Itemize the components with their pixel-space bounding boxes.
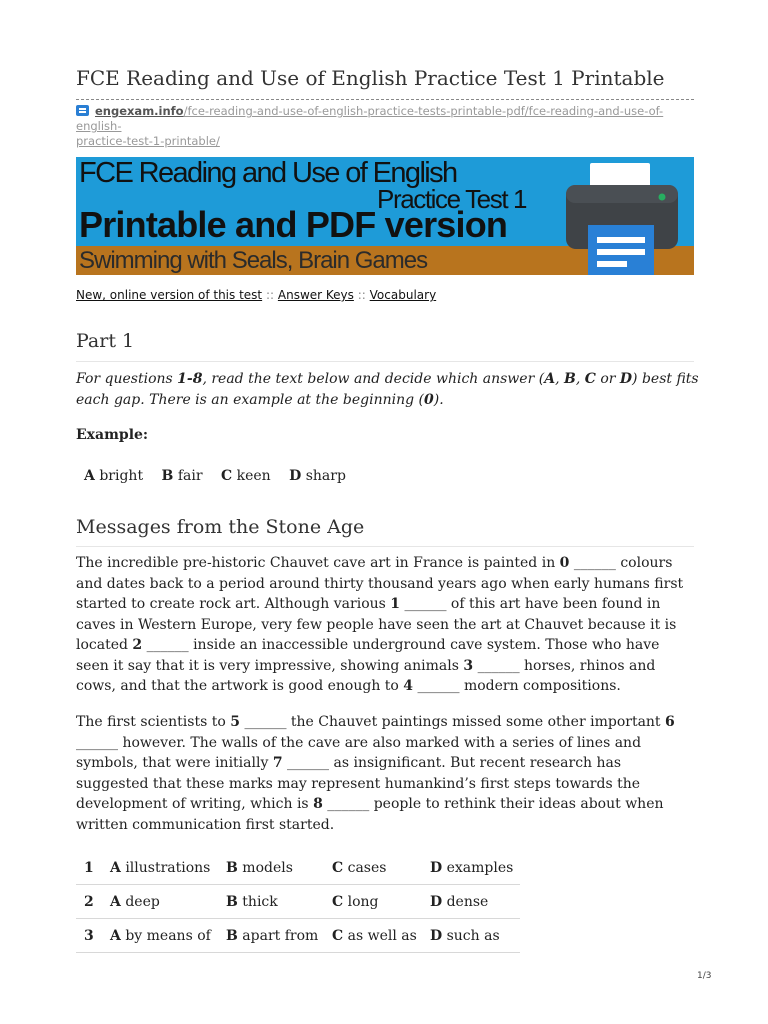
text-segment: fair [177,468,203,484]
text-segment: D [289,468,302,484]
source-domain[interactable]: engexam.info [95,104,184,118]
text-segment: D [619,371,633,387]
text-segment: ______ [287,755,330,771]
text-divider [76,546,694,547]
text-segment: by means of [125,927,211,944]
text-segment: D [430,893,443,910]
text-segment: ). [433,391,444,408]
links-bar [76,288,436,302]
text-segment: 0 [423,391,434,408]
text-segment: A [544,371,556,387]
banner-line1: FCE Reading and Use of English [79,157,457,189]
text-segment: 1-8 [177,371,203,387]
text-segment: 0 [559,555,570,571]
table-cell [110,851,226,885]
text-segment: inside an inaccessible underground cave system. Those who have seen it say that it is very impressive, showing animals [76,637,660,674]
link-separator: :: [357,288,366,302]
text-heading: Messages from the Stone Age [76,516,365,538]
page-number: 1/3 [697,971,712,981]
text-segment: ______ [404,596,447,612]
title-divider [76,99,694,100]
part1-heading: Part 1 [76,330,135,352]
text-segment: D [430,927,443,944]
text-segment: , read the text below and decide which answer ( [202,371,545,387]
example-options [84,468,360,484]
text-segment: ______ [76,734,118,751]
text-segment: 4 [403,678,414,694]
text-segment: ______ [327,796,370,812]
paragraph-2 [76,712,696,835]
text-segment: cases [347,859,387,876]
banner-line2: Practice Test 1 [377,184,527,214]
text-segment: models [242,859,293,876]
text-segment: ______ [477,657,520,674]
text-segment: 6 [665,714,675,730]
online-version-link[interactable]: New, online version of this test [76,288,263,302]
text-segment: 3 [463,657,474,674]
banner-line3: Printable and PDF version [79,204,508,245]
table-row [76,919,520,953]
text-segment: A [110,893,121,910]
text-segment: 1 [390,596,401,612]
text-segment: as insignificant. But recent research has suggested that these marks may represent humankind’s first steps towards the development of writing, which is [76,755,641,812]
text-segment: 7 [272,755,283,771]
text-segment: ______ [146,637,189,653]
vocabulary-link[interactable]: Vocabulary [369,288,437,302]
banner-line4: Swimming with Seals, Brain Games [79,247,428,274]
text-segment: C [220,468,233,484]
source-path-line2[interactable]: practice-test-1-printable/ [76,134,220,148]
text-segment: horses, rhinos and cows, and that the artwork is good enough to [76,657,656,694]
table-cell [226,885,332,919]
text-segment: B [563,371,576,387]
text-segment: , [555,371,564,387]
example-option [84,468,143,484]
text-segment: colours and dates back to a period around thirty thousand years ago when early humans first started to create rock art. Although various [76,555,684,612]
text-segment: ______ [417,678,460,694]
text-segment: or [595,371,620,387]
text-segment: , [575,371,585,387]
example-label: Example: [76,427,149,443]
table-cell [332,885,430,919]
text-segment: C [332,859,344,876]
text-segment: the Chauvet paintings missed some other important [286,714,666,730]
table-cell [110,885,226,919]
text-segment: 3 [76,919,110,953]
link-separator: :: [265,288,275,302]
text-segment: deep [125,893,160,910]
text-segment: A [110,859,121,876]
text-segment: For questions [76,371,178,387]
printer-icon [562,157,694,275]
instructions [76,369,701,410]
text-segment: A [84,468,95,484]
text-segment: ______ [573,555,616,571]
answer-options-table [76,851,520,953]
table-cell [226,919,332,953]
text-segment: of this art have been found in caves in Western Europe, very few people have seen the art at Chauvet because it is located [76,596,677,653]
text-segment: ______ [244,714,287,730]
text-segment: The first scientists to [76,714,231,730]
site-favicon-icon [76,105,89,116]
text-segment: 2 [132,637,143,653]
table-cell [430,851,520,885]
text-segment: modern compositions. [459,678,621,694]
text-segment: apart from [242,927,319,944]
table-cell [430,885,520,919]
text-segment: bright [99,468,144,484]
text-segment: 5 [230,714,240,730]
text-segment: B [226,893,238,910]
text-segment: C [584,371,596,387]
text-segment: B [161,468,174,484]
text-segment: thick [242,893,278,910]
page-title: FCE Reading and Use of English Practice Test 1 Printable [76,66,665,90]
text-segment: however. The walls of the cave are also marked with a series of lines and symbols, that were initially [76,734,642,771]
banner-image [76,157,694,275]
text-segment: The incredible pre-historic Chauvet cave art in France is painted in [76,555,560,571]
table-cell [226,851,332,885]
table-cell [430,919,520,953]
text-segment: dense [446,893,489,910]
text-segment: as well as [347,927,417,944]
table-cell [332,919,430,953]
text-segment: keen [236,468,271,484]
example-option [221,468,271,484]
answer-keys-link[interactable]: Answer Keys [277,288,354,302]
text-segment: 8 [313,796,323,812]
table-cell [332,851,430,885]
example-option [289,468,346,484]
text-segment: ) best fits each gap. There is an example at the beginning ( [76,371,699,408]
text-segment: 1 [84,859,94,876]
text-segment: 2 [76,885,110,919]
source-url[interactable] [76,104,676,149]
text-segment: long [347,893,379,910]
table-row [76,851,520,885]
part1-divider [76,361,694,362]
text-segment: D [430,859,443,876]
example-option [162,468,203,484]
text-segment: A [110,927,121,944]
table-row [76,885,520,919]
text-segment: people to rethink their ideas about when written communication first started. [76,796,664,833]
text-segment: B [226,859,238,876]
text-segment: C [332,893,344,910]
text-segment: examples [446,859,514,876]
text-segment: illustrations [125,859,211,876]
text-segment: B [226,927,238,944]
paragraph-1 [76,553,696,697]
text-segment: such as [446,927,500,944]
source-path-line1[interactable]: /fce-reading-and-use-of-english-practice-tests-printable-pdf/fce-reading-and-use-of-english- [76,104,664,133]
text-segment: sharp [305,468,346,484]
table-cell [110,919,226,953]
text-segment: C [332,927,344,944]
